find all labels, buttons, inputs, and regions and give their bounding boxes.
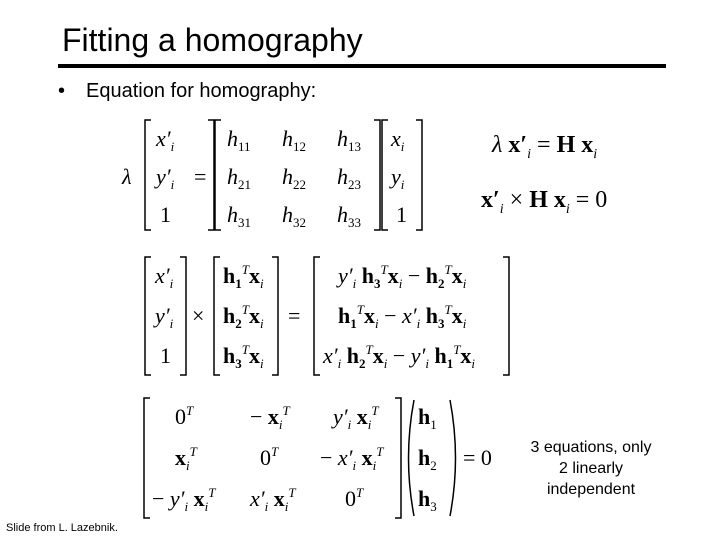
bullet-symbol: • <box>58 80 66 102</box>
svg-text:= 0: = 0 <box>463 445 492 470</box>
slide-title: Fitting a homography <box>62 22 363 58</box>
svg-text:− y′i xiT: − $y'_i$ $x_i^T$ <box>152 485 216 514</box>
svg-text:h13: $h_{13}$ <box>337 126 361 154</box>
svg-text:h11: $h_{11}$ <box>227 126 251 154</box>
svg-text:h1: $h_1$ <box>418 404 437 432</box>
svg-text:=: = <box>288 303 301 328</box>
svg-text:x′i: $x'_i$ <box>155 263 174 291</box>
svg-text:×: × <box>192 303 205 328</box>
svg-text:0T: $0^T$ <box>260 444 279 470</box>
svg-text:h2: $h_2$ <box>418 445 437 473</box>
svg-text:y′i xiT: $y'_i$ $x_i^T$ <box>333 403 379 432</box>
svg-text:y′i: $y'_i$ <box>156 164 175 192</box>
svg-text:h21: $h_{21}$ <box>227 164 251 192</box>
note-line: independent <box>546 481 636 498</box>
svg-text:y′i h3Txi − h2Txi: $y'_i$ $h_3^Tx_i - h_2^Tx_i$ <box>338 262 467 291</box>
svg-text:λ: λ <box>122 164 132 189</box>
svg-text:h3Txi: $h_3^Tx_i$ <box>223 342 264 371</box>
svg-text:0T: $0^T$ <box>345 485 364 511</box>
note-line: 3 equations, only <box>530 439 652 456</box>
svg-text:− xiT: − $x_i^T$ <box>250 403 290 432</box>
svg-text:xi: $x_i$ <box>391 126 405 154</box>
svg-text:y′i: $y'_i$ <box>155 303 174 331</box>
svg-text:λ x′i = H xi: λ $x'_i = H$ $x_i$ <box>492 132 598 162</box>
note-line: 2 linearly <box>558 460 624 477</box>
svg-text:h2Txi: $h_2^Tx_i$ <box>223 302 264 331</box>
svg-text:h1Txi − x′i h3Txi: $h_1^Tx_i - x'_i$ $h_3^Tx_i$ <box>338 302 467 331</box>
svg-text:1: 1 <box>160 202 171 227</box>
svg-text:h22: $h_{22}$ <box>282 164 306 192</box>
svg-text:x′i: $x'_i$ <box>156 126 175 154</box>
svg-text:1: 1 <box>396 202 407 227</box>
svg-text:0T: $0^T$ <box>175 403 194 429</box>
slide-credit: Slide from L. Lazebnik. <box>6 522 118 534</box>
svg-text:xiT: $x_i^T$ <box>175 444 197 473</box>
bullet-text: Equation for homography: <box>86 80 317 102</box>
svg-text:x′i xiT: $x'_i$ $x_i^T$ <box>250 485 296 514</box>
svg-text:1: 1 <box>160 343 171 368</box>
svg-text:=: = <box>194 164 207 189</box>
svg-text:h32: $h_{32}$ <box>282 202 306 230</box>
svg-text:− x′i xiT: − $x'_i$ $x_i^T$ <box>320 444 384 473</box>
svg-text:x′i h2Txi − y′i h1Txi: $x'_i$ $h_2^Tx_i - y'_i$ $h_1^Tx_i$ <box>323 342 476 371</box>
svg-text:h33: $h_{33}$ <box>337 202 361 230</box>
svg-text:h1Txi: $h_1^Tx_i$ <box>223 262 264 291</box>
svg-text:yi: $y_i$ <box>391 164 405 192</box>
svg-text:h23: $h_{23}$ <box>337 164 361 192</box>
note-linearly-independent <box>515 437 667 500</box>
svg-text:x′i × H xi = 0: $x'_i \times H$ $x_i = 0$ <box>481 187 608 217</box>
svg-text:h31: $h_{31}$ <box>227 202 251 230</box>
svg-text:h3: $h_3$ <box>418 486 437 514</box>
svg-text:h12: $h_{12}$ <box>282 126 306 154</box>
